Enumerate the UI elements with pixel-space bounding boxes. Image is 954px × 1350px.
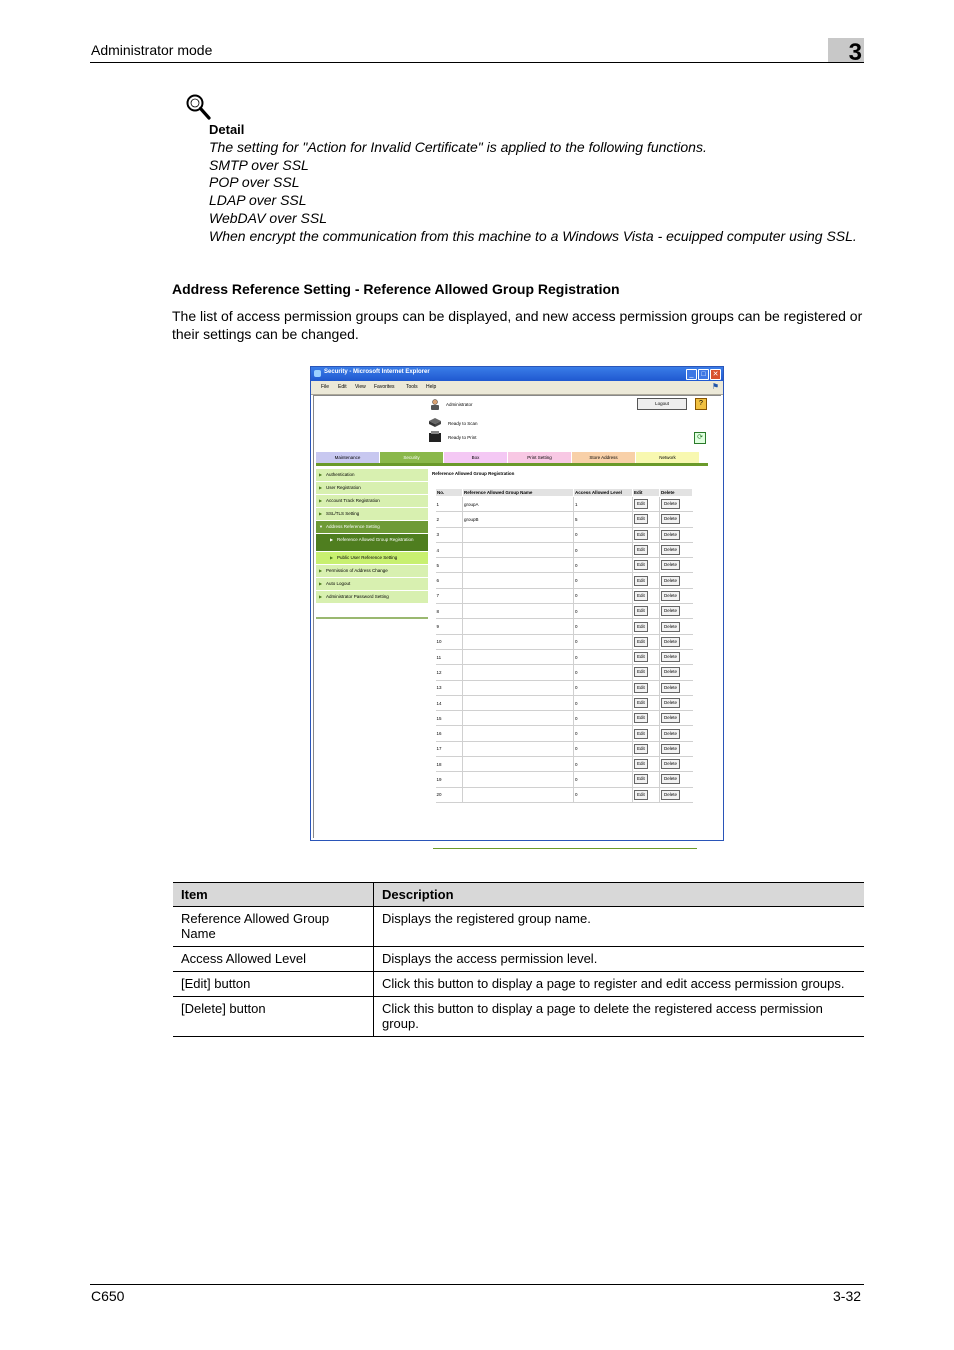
edit-button[interactable]: Edit bbox=[634, 545, 648, 555]
edit-button[interactable]: Edit bbox=[634, 713, 648, 723]
row-edit-cell bbox=[633, 573, 660, 588]
row-edit-cell bbox=[633, 680, 660, 695]
row-delete-cell bbox=[660, 619, 693, 634]
row-access-level: 0 bbox=[574, 787, 633, 802]
row-no: 13 bbox=[436, 680, 463, 695]
table-row bbox=[436, 741, 693, 756]
delete-button[interactable]: Delete bbox=[661, 591, 680, 601]
row-access-level: 0 bbox=[574, 527, 633, 542]
row-group-name bbox=[463, 604, 574, 619]
row-no: 9 bbox=[436, 619, 463, 634]
row-delete-cell bbox=[660, 558, 693, 573]
row-edit-cell bbox=[633, 741, 660, 756]
sidebar-item[interactable] bbox=[316, 495, 428, 508]
window-titlebar bbox=[311, 367, 723, 381]
tab-underline bbox=[316, 463, 708, 466]
desc-header-row bbox=[173, 883, 864, 907]
row-delete-cell bbox=[660, 726, 693, 741]
detail-line: POP over SSL bbox=[209, 174, 300, 191]
row-delete-cell bbox=[660, 757, 693, 772]
table-row bbox=[436, 649, 693, 664]
delete-button[interactable]: Delete bbox=[661, 667, 680, 677]
table-row bbox=[436, 588, 693, 603]
row-edit-cell bbox=[633, 787, 660, 802]
row-no: 18 bbox=[436, 757, 463, 772]
row-access-level: 0 bbox=[574, 588, 633, 603]
edit-button[interactable]: Edit bbox=[634, 790, 648, 800]
row-edit-cell bbox=[633, 497, 660, 512]
row-group-name bbox=[463, 757, 574, 772]
row-access-level: 0 bbox=[574, 726, 633, 741]
row-access-level: 0 bbox=[574, 542, 633, 557]
table-row bbox=[436, 726, 693, 741]
row-no: 5 bbox=[436, 558, 463, 573]
row-access-level: 5 bbox=[574, 512, 633, 527]
sidebar-item-label: Permission of Address Change bbox=[326, 568, 388, 573]
desc-header-description: Description bbox=[374, 883, 865, 907]
edit-button[interactable]: Edit bbox=[634, 560, 648, 570]
arrow-right-icon: ▶ bbox=[319, 472, 323, 477]
table-row bbox=[436, 542, 693, 557]
row-access-level: 0 bbox=[574, 680, 633, 695]
edit-button[interactable]: Edit bbox=[634, 774, 648, 784]
chapter-badge bbox=[828, 38, 864, 66]
detail-line: WebDAV over SSL bbox=[209, 209, 328, 226]
row-edit-cell bbox=[633, 542, 660, 557]
row-edit-cell bbox=[633, 634, 660, 649]
printer-icon bbox=[428, 431, 442, 442]
row-edit-cell bbox=[633, 619, 660, 634]
detail-line: SMTP over SSL bbox=[209, 156, 309, 173]
desc-description: Click this button to display a page to register and edit access permission groups. bbox=[374, 972, 865, 997]
delete-button[interactable]: Delete bbox=[661, 499, 680, 509]
row-edit-cell bbox=[633, 527, 660, 542]
menu-bar bbox=[311, 381, 723, 395]
row-group-name bbox=[463, 680, 574, 695]
col-edit: Edit bbox=[633, 489, 660, 497]
desc-description: Click this button to display a page to delete the registered access permission group. bbox=[374, 997, 865, 1037]
row-edit-cell bbox=[633, 726, 660, 741]
desc-row bbox=[173, 972, 864, 997]
table-body bbox=[436, 497, 693, 803]
tab-maintenance[interactable]: Maintenance bbox=[316, 452, 379, 463]
print-status: Ready to Print bbox=[448, 435, 477, 440]
row-access-level: 0 bbox=[574, 665, 633, 680]
col-no: No. bbox=[436, 489, 463, 497]
row-no: 2 bbox=[436, 512, 463, 527]
ie-icon bbox=[314, 370, 321, 377]
window-title: Security - Microsoft Internet Explorer bbox=[324, 369, 430, 375]
col-name: Reference Allowed Group Name bbox=[463, 489, 574, 497]
row-group-name bbox=[463, 695, 574, 710]
row-group-name bbox=[463, 787, 574, 802]
intro-paragraph: The list of access permission groups can be displayed, and new access permission groups can be registered or their settings can be changed. bbox=[172, 308, 863, 342]
help-button[interactable]: ? bbox=[695, 398, 707, 410]
row-delete-cell bbox=[660, 634, 693, 649]
row-access-level: 0 bbox=[574, 741, 633, 756]
row-group-name bbox=[463, 588, 574, 603]
browser-window bbox=[310, 366, 724, 841]
edit-button[interactable]: Edit bbox=[634, 591, 648, 601]
desc-body bbox=[173, 907, 864, 1037]
desc-description: Displays the registered group name. bbox=[374, 907, 865, 947]
sidebar-item-label: Account Track Registration bbox=[326, 498, 380, 503]
edit-button[interactable]: Edit bbox=[634, 530, 648, 540]
table-row bbox=[436, 680, 693, 695]
row-access-level: 1 bbox=[574, 497, 633, 512]
tab-store-address[interactable]: Store Address bbox=[572, 452, 635, 463]
section-heading: Address Reference Setting - Reference Allowed Group Registration bbox=[172, 281, 620, 297]
row-no: 12 bbox=[436, 665, 463, 680]
row-group-name bbox=[463, 649, 574, 664]
row-no: 1 bbox=[436, 497, 463, 512]
row-no: 10 bbox=[436, 634, 463, 649]
desc-row bbox=[173, 947, 864, 972]
footer-page-number: 3-32 bbox=[833, 1288, 862, 1304]
row-group-name bbox=[463, 726, 574, 741]
sidebar-item-label: Public User Reference Setting bbox=[337, 555, 398, 560]
menu-file[interactable]: File bbox=[321, 384, 330, 390]
footer-model: C650 bbox=[91, 1288, 125, 1304]
delete-button[interactable]: Delete bbox=[661, 759, 680, 769]
row-no: 19 bbox=[436, 772, 463, 787]
sidebar-item-label: Administrator Password Setting bbox=[326, 594, 389, 599]
row-no: 20 bbox=[436, 787, 463, 802]
row-delete-cell bbox=[660, 649, 693, 664]
group-table bbox=[435, 488, 693, 803]
table-row bbox=[436, 711, 693, 726]
running-header: Administrator mode bbox=[91, 42, 213, 58]
arrow-right-icon: ▶ bbox=[319, 594, 323, 599]
delete-button[interactable]: Delete bbox=[661, 744, 680, 754]
scanner-icon bbox=[428, 418, 442, 427]
desc-description: Displays the access permission level. bbox=[374, 947, 865, 972]
edit-button[interactable]: Edit bbox=[634, 729, 648, 739]
row-access-level: 0 bbox=[574, 573, 633, 588]
edit-button[interactable]: Edit bbox=[634, 652, 648, 662]
delete-button[interactable]: Delete bbox=[661, 637, 680, 647]
arrow-right-icon: ▶ bbox=[319, 581, 323, 586]
edit-button[interactable]: Edit bbox=[634, 744, 648, 754]
delete-button[interactable]: Delete bbox=[661, 606, 680, 616]
delete-button[interactable]: Delete bbox=[661, 790, 680, 800]
delete-button[interactable]: Delete bbox=[661, 713, 680, 723]
row-no: 14 bbox=[436, 695, 463, 710]
desc-item: [Delete] button bbox=[173, 997, 374, 1037]
row-group-name bbox=[463, 619, 574, 634]
tab-box[interactable]: Box bbox=[444, 452, 507, 463]
table-row bbox=[436, 665, 693, 680]
delete-button[interactable]: Delete bbox=[661, 683, 680, 693]
sidebar-item-label: User Registration bbox=[326, 485, 361, 490]
row-edit-cell bbox=[633, 665, 660, 680]
delete-button[interactable]: Delete bbox=[661, 560, 680, 570]
row-no: 3 bbox=[436, 527, 463, 542]
row-delete-cell bbox=[660, 787, 693, 802]
sidebar-item[interactable] bbox=[316, 508, 428, 521]
close-icon[interactable]: ✕ bbox=[710, 369, 721, 380]
sidebar-item[interactable] bbox=[316, 534, 428, 552]
edit-button[interactable]: Edit bbox=[634, 514, 648, 524]
content-bottom-rule bbox=[433, 848, 697, 849]
arrow-right-icon: ▶ bbox=[330, 537, 334, 542]
edit-button[interactable]: Edit bbox=[634, 576, 648, 586]
row-group-name bbox=[463, 741, 574, 756]
description-table bbox=[173, 882, 864, 1037]
sidebar-item[interactable] bbox=[316, 578, 428, 591]
detail-line: LDAP over SSL bbox=[209, 192, 307, 209]
desc-item: Access Allowed Level bbox=[173, 947, 374, 972]
menu-view[interactable]: View bbox=[355, 384, 366, 390]
table-row bbox=[436, 497, 693, 512]
detail-line: The setting for "Action for Invalid Certificate" is applied to the following functions. bbox=[209, 139, 707, 155]
row-access-level: 0 bbox=[574, 558, 633, 573]
row-no: 8 bbox=[436, 604, 463, 619]
row-group-name bbox=[463, 634, 574, 649]
desc-row bbox=[173, 907, 864, 947]
logout-button[interactable]: Logout bbox=[637, 398, 687, 410]
row-delete-cell bbox=[660, 573, 693, 588]
row-access-level: 0 bbox=[574, 634, 633, 649]
delete-button[interactable]: Delete bbox=[661, 622, 680, 632]
desc-row bbox=[173, 997, 864, 1037]
menu-help[interactable]: Help bbox=[426, 384, 437, 390]
minimize-icon[interactable]: _ bbox=[686, 369, 697, 380]
row-edit-cell bbox=[633, 604, 660, 619]
menu-favorites[interactable]: Favorites bbox=[374, 384, 395, 390]
table-row bbox=[436, 573, 693, 588]
detail-text bbox=[209, 139, 859, 245]
row-no: 7 bbox=[436, 588, 463, 603]
arrow-right-icon: ▶ bbox=[319, 511, 323, 516]
sidebar-item-label: Reference Allowed Group Registration bbox=[337, 537, 414, 542]
maximize-icon[interactable]: □ bbox=[698, 369, 709, 380]
delete-button[interactable]: Delete bbox=[661, 774, 680, 784]
row-delete-cell bbox=[660, 695, 693, 710]
table-row bbox=[436, 787, 693, 802]
arrow-right-icon: ▶ bbox=[330, 555, 334, 560]
header-rule bbox=[90, 62, 864, 63]
user-label: Administrator bbox=[446, 402, 473, 407]
windows-flag-icon: ⚑ bbox=[711, 382, 719, 391]
arrow-right-icon: ▶ bbox=[319, 485, 323, 490]
row-edit-cell bbox=[633, 757, 660, 772]
edit-button[interactable]: Edit bbox=[634, 759, 648, 769]
row-access-level: 0 bbox=[574, 695, 633, 710]
table-row bbox=[436, 527, 693, 542]
row-access-level: 0 bbox=[574, 772, 633, 787]
desc-item: Reference Allowed Group Name bbox=[173, 907, 374, 947]
row-access-level: 0 bbox=[574, 604, 633, 619]
delete-button[interactable]: Delete bbox=[661, 652, 680, 662]
row-delete-cell bbox=[660, 711, 693, 726]
row-no: 16 bbox=[436, 726, 463, 741]
col-level: Access Allowed Level bbox=[574, 489, 633, 497]
arrow-right-icon: ▶ bbox=[319, 498, 323, 503]
row-no: 15 bbox=[436, 711, 463, 726]
chapter-number: 3 bbox=[848, 39, 862, 66]
administrator-icon bbox=[430, 399, 440, 410]
row-group-name: groupA bbox=[463, 497, 574, 512]
row-delete-cell bbox=[660, 527, 693, 542]
sidebar-bottom-rule bbox=[316, 617, 428, 619]
row-group-name bbox=[463, 665, 574, 680]
magnifier-icon bbox=[185, 93, 211, 121]
tab-network[interactable]: Network bbox=[636, 452, 699, 463]
edit-button[interactable]: Edit bbox=[634, 622, 648, 632]
menu-tools[interactable]: Tools bbox=[406, 384, 418, 390]
delete-button[interactable]: Delete bbox=[661, 576, 680, 586]
row-no: 6 bbox=[436, 573, 463, 588]
row-group-name bbox=[463, 573, 574, 588]
edit-button[interactable]: Edit bbox=[634, 606, 648, 616]
edit-button[interactable]: Edit bbox=[634, 637, 648, 647]
scan-status: Ready to Scan bbox=[448, 421, 478, 426]
detail-line: When encrypt the communication from this machine to a Windows Vista - ecuipped computer using SSL. bbox=[209, 227, 857, 244]
table-row bbox=[436, 604, 693, 619]
delete-button[interactable]: Delete bbox=[661, 530, 680, 540]
delete-button[interactable]: Delete bbox=[661, 698, 680, 708]
row-edit-cell bbox=[633, 772, 660, 787]
main-title: Reference Allowed Group Registration bbox=[432, 471, 515, 476]
row-delete-cell bbox=[660, 497, 693, 512]
tab-security[interactable]: Security bbox=[380, 452, 443, 463]
row-access-level: 0 bbox=[574, 649, 633, 664]
row-delete-cell bbox=[660, 741, 693, 756]
table-row bbox=[436, 772, 693, 787]
row-delete-cell bbox=[660, 680, 693, 695]
sidebar-item[interactable] bbox=[316, 565, 428, 578]
table-row bbox=[436, 757, 693, 772]
row-group-name bbox=[463, 542, 574, 557]
table-row bbox=[436, 512, 693, 527]
col-delete: Delete bbox=[660, 489, 693, 497]
sidebar-item-label: Auto Logout bbox=[326, 581, 351, 586]
row-group-name bbox=[463, 711, 574, 726]
detail-heading: Detail bbox=[209, 122, 245, 137]
sidebar-item[interactable] bbox=[316, 552, 428, 565]
edit-button[interactable]: Edit bbox=[634, 698, 648, 708]
row-edit-cell bbox=[633, 695, 660, 710]
row-delete-cell bbox=[660, 772, 693, 787]
arrow-right-icon: ▶ bbox=[319, 568, 323, 573]
row-delete-cell bbox=[660, 604, 693, 619]
row-no: 17 bbox=[436, 741, 463, 756]
row-edit-cell bbox=[633, 512, 660, 527]
web-page bbox=[313, 395, 721, 838]
delete-button[interactable]: Delete bbox=[661, 545, 680, 555]
sidebar-item[interactable] bbox=[316, 591, 428, 604]
edit-button[interactable]: Edit bbox=[634, 683, 648, 693]
table-row bbox=[436, 558, 693, 573]
table-row bbox=[436, 695, 693, 710]
sidebar-item-label: Authentication bbox=[326, 472, 355, 477]
row-edit-cell bbox=[633, 649, 660, 664]
row-access-level: 0 bbox=[574, 711, 633, 726]
row-delete-cell bbox=[660, 588, 693, 603]
desc-item: [Edit] button bbox=[173, 972, 374, 997]
row-access-level: 0 bbox=[574, 619, 633, 634]
tab-print-setting[interactable]: Print Setting bbox=[508, 452, 571, 463]
table-header-row bbox=[436, 489, 693, 497]
row-no: 11 bbox=[436, 649, 463, 664]
sidebar-item-label: Address Reference Setting bbox=[326, 524, 380, 529]
edit-button[interactable]: Edit bbox=[634, 667, 648, 677]
sidebar-item[interactable] bbox=[316, 521, 428, 534]
row-delete-cell bbox=[660, 542, 693, 557]
row-delete-cell bbox=[660, 512, 693, 527]
row-group-name bbox=[463, 527, 574, 542]
sidebar-item-label: SSL/TLS Setting bbox=[326, 511, 360, 516]
desc-header-item: Item bbox=[173, 883, 374, 907]
delete-button[interactable]: Delete bbox=[661, 514, 680, 524]
row-delete-cell bbox=[660, 665, 693, 680]
menu-edit[interactable]: Edit bbox=[338, 384, 347, 390]
sidebar-item[interactable] bbox=[316, 482, 428, 495]
arrow-down-icon: ▼ bbox=[319, 524, 323, 529]
footer-rule bbox=[90, 1284, 864, 1285]
tab-bar bbox=[316, 452, 708, 463]
row-group-name bbox=[463, 772, 574, 787]
edit-button[interactable]: Edit bbox=[634, 499, 648, 509]
row-edit-cell bbox=[633, 588, 660, 603]
refresh-icon[interactable]: ⟳ bbox=[694, 432, 706, 444]
row-group-name: groupB bbox=[463, 512, 574, 527]
row-edit-cell bbox=[633, 711, 660, 726]
delete-button[interactable]: Delete bbox=[661, 729, 680, 739]
row-access-level: 0 bbox=[574, 757, 633, 772]
row-group-name bbox=[463, 558, 574, 573]
table-row bbox=[436, 634, 693, 649]
row-no: 4 bbox=[436, 542, 463, 557]
row-edit-cell bbox=[633, 558, 660, 573]
table-row bbox=[436, 619, 693, 634]
sidebar-item[interactable] bbox=[316, 469, 428, 482]
